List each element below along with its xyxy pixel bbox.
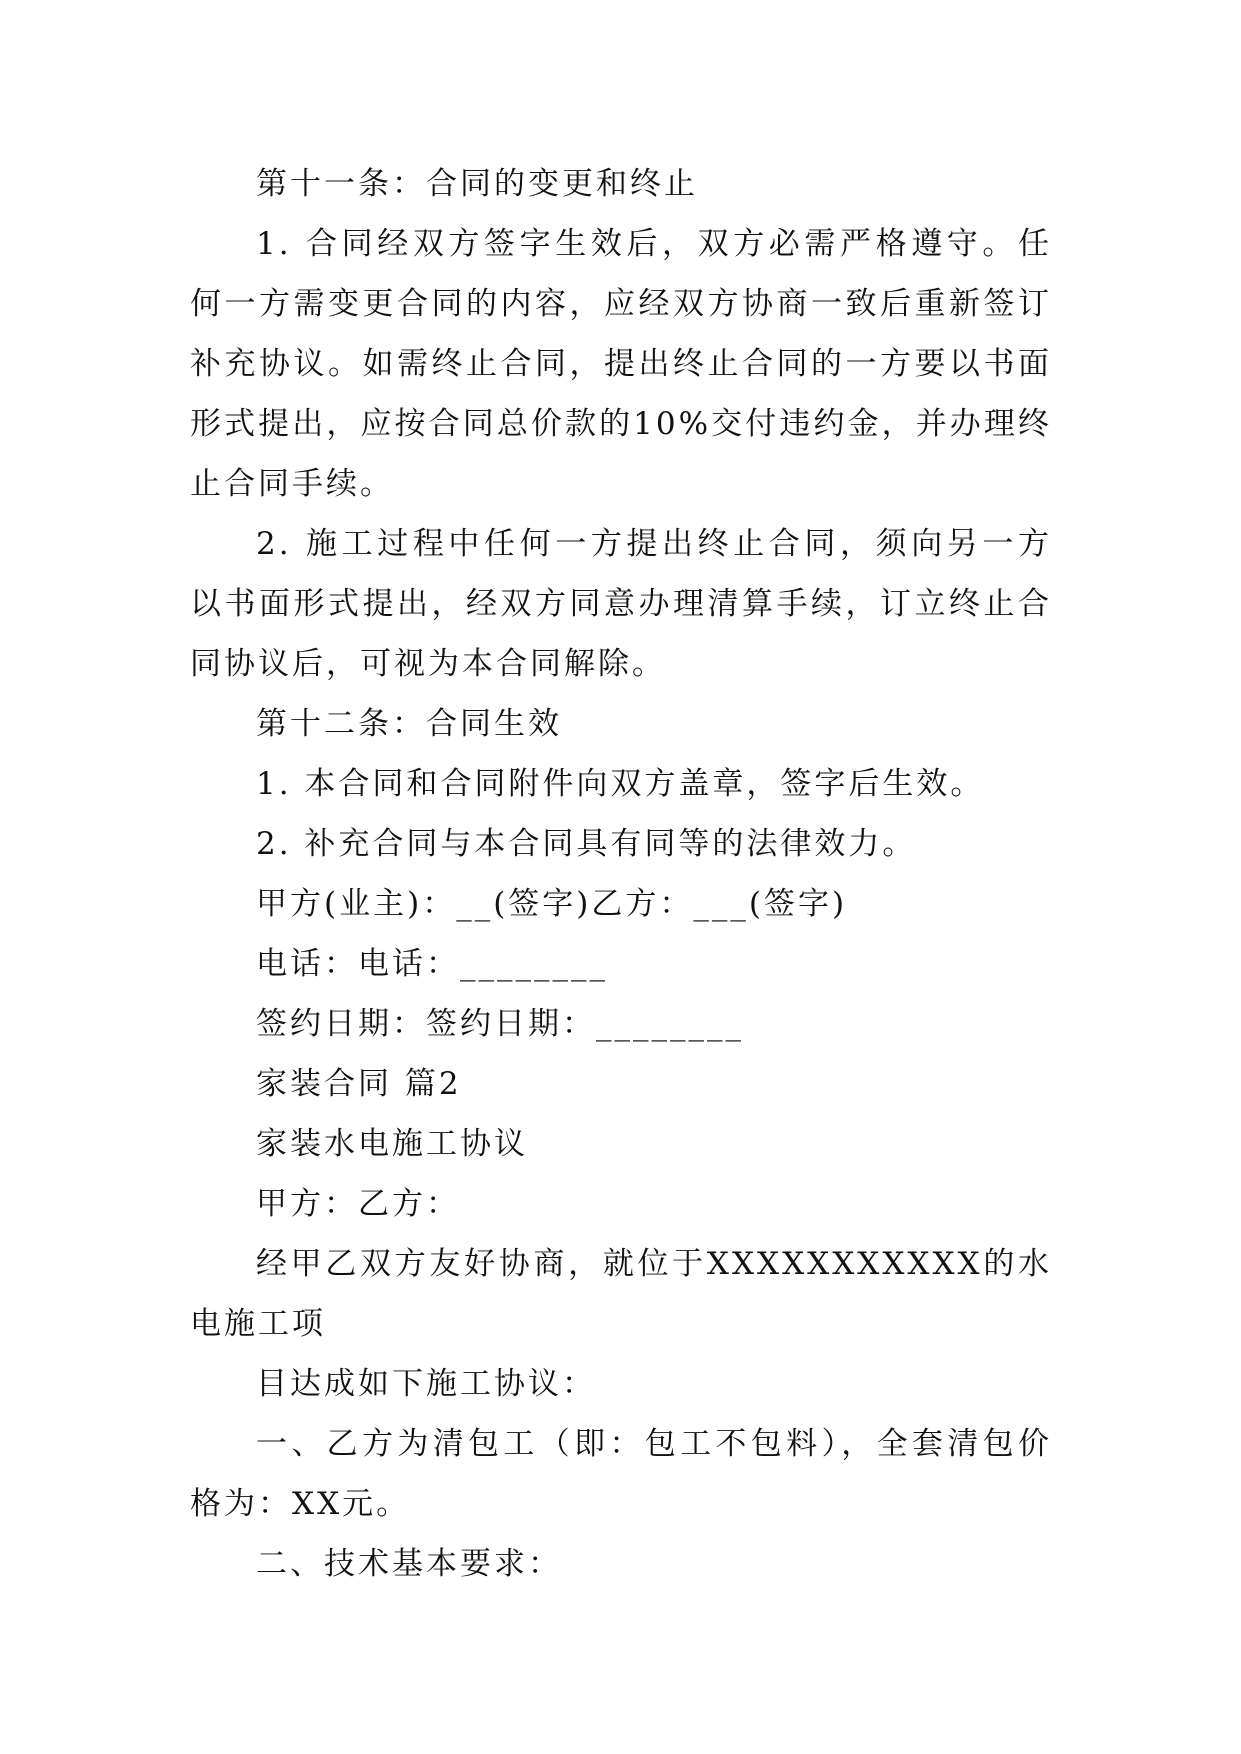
clause-one: 一、乙方为清包工（即：包工不包料），全套清包价格为：XX元。 bbox=[190, 1426, 1052, 1522]
article-11-heading: 第十一条：合同的变更和终止 bbox=[256, 166, 698, 202]
agreement-title: 家装水电施工协议 bbox=[256, 1126, 528, 1162]
intro-paragraph: 经甲乙双方友好协商，就位于XXXXXXXXXXX的水电施工项 bbox=[190, 1246, 1052, 1342]
article-12-clause-1: 1. 本合同和合同附件向双方盖章，签字后生效。 bbox=[256, 766, 985, 802]
clause-two-heading: 二、技术基本要求： bbox=[256, 1546, 562, 1582]
section-title: 家装合同 篇2 bbox=[256, 1066, 462, 1102]
signing-date-line: 签约日期：签约日期：________ bbox=[256, 1006, 744, 1042]
document-body bbox=[190, 154, 1052, 1594]
article-12-clause-2: 2. 补充合同与本合同具有同等的法律效力。 bbox=[256, 826, 917, 862]
article-12-heading: 第十二条：合同生效 bbox=[256, 706, 562, 742]
article-11-clause-2: 2. 施工过程中任何一方提出终止合同，须向另一方以书面形式提出，经双方同意办理清算手续，订立终止合同协议后，可视为本合同解除。 bbox=[190, 526, 1052, 682]
signature-line: 甲方(业主)：__(签字)乙方：___(签字) bbox=[256, 886, 848, 922]
article-11-clause-1: 1. 合同经双方签字生效后，双方必需严格遵守。任何一方需变更合同的内容，应经双方协商一致后重新签订补充协议。如需终止合同，提出终止合同的一方要以书面形式提出，应按合同总价款的10%交付违约金，并办理终止合同手续。 bbox=[190, 226, 1052, 502]
phone-line: 电话：电话：________ bbox=[256, 946, 608, 982]
intro-continuation: 目达成如下施工协议： bbox=[256, 1366, 596, 1402]
parties-line: 甲方：乙方： bbox=[256, 1186, 460, 1222]
